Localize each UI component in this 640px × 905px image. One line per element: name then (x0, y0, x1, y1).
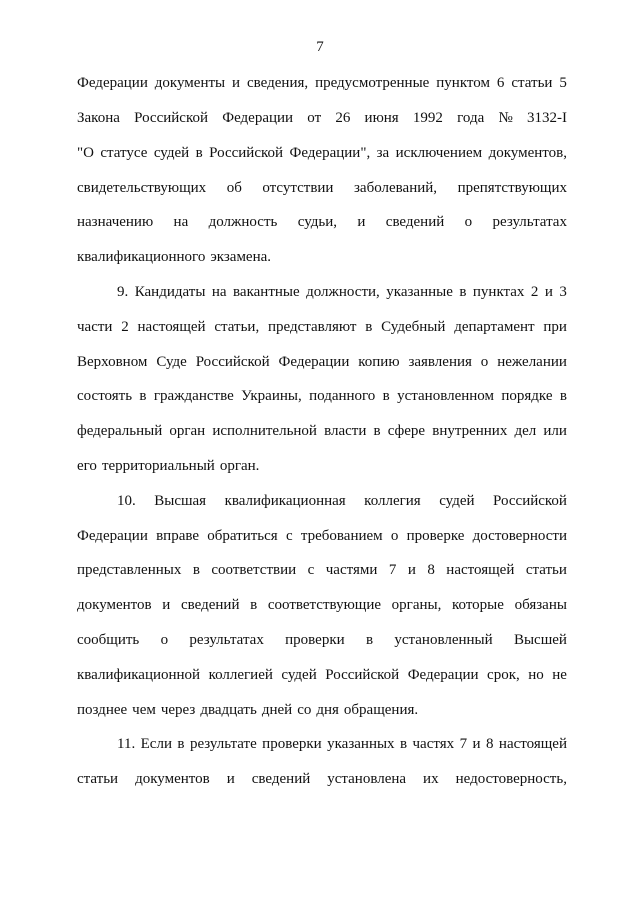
word: № (498, 110, 513, 126)
word: сообщить (77, 632, 140, 648)
word: гражданстве (153, 388, 234, 404)
word: в (177, 736, 185, 752)
word: установленный (394, 632, 493, 648)
word: и (407, 562, 416, 578)
word: отсутствии (262, 180, 334, 196)
word: соответствии (211, 562, 297, 578)
word: 11. (117, 736, 136, 752)
word: с (307, 562, 315, 578)
word: назначению (77, 214, 154, 230)
word: соответствующие (267, 597, 382, 613)
word: Высшей (513, 632, 567, 648)
word: в (459, 284, 467, 300)
word: Федерации (407, 667, 479, 683)
word: порядке (501, 388, 553, 404)
word: Верховном (77, 354, 148, 370)
word: "О (77, 145, 94, 161)
text-line (77, 352, 567, 372)
word: через (160, 702, 196, 718)
word: коллегия (364, 493, 421, 509)
word: не (552, 667, 567, 683)
word: 7 (459, 736, 468, 752)
word: исключением (395, 145, 483, 161)
word: или (543, 423, 567, 439)
word: дел (514, 423, 537, 439)
text-line (77, 665, 567, 685)
word: со (297, 702, 312, 718)
word: Если (140, 736, 172, 752)
word: пунктах (472, 284, 525, 300)
text-line (117, 491, 567, 511)
word: результате (189, 736, 257, 752)
word: документов, (488, 145, 567, 161)
text-line (117, 282, 567, 302)
word: их (423, 771, 439, 787)
word: вакантные (233, 284, 300, 300)
word: Высшая (154, 493, 207, 509)
word: 8 (427, 562, 435, 578)
word: в (139, 388, 147, 404)
word: части (77, 319, 113, 335)
word: Российской (493, 493, 567, 509)
word: органы, (391, 597, 442, 613)
word: и (226, 771, 235, 787)
word: орган (169, 423, 206, 439)
word: внутренних (432, 423, 508, 439)
word: предусмотренные (315, 75, 430, 91)
word: Российской (134, 110, 209, 126)
word: установлена (327, 771, 407, 787)
word: проверке (406, 528, 465, 544)
word: на (211, 284, 227, 300)
word: указанные (386, 284, 453, 300)
word: представленных (77, 562, 182, 578)
word: о (160, 632, 169, 648)
word: нежелании (497, 354, 567, 370)
word: в (192, 562, 200, 578)
text-line (77, 317, 567, 337)
word: Федерации (222, 110, 294, 126)
word: которые (452, 597, 504, 613)
word: квалификационная (224, 493, 346, 509)
word: сфере (387, 423, 426, 439)
word: двадцать (200, 702, 257, 718)
word: и (162, 597, 171, 613)
text-line (77, 595, 567, 615)
word: 10. (117, 493, 136, 509)
word: 6 (496, 75, 505, 91)
word: в (399, 736, 408, 752)
word: орган. (219, 458, 260, 474)
word: Федерации", (289, 145, 371, 161)
word: результатах (189, 632, 264, 648)
word: настоящей (446, 562, 515, 578)
word: территориальный (101, 458, 215, 474)
word: Закона (77, 110, 120, 126)
word: документов (135, 771, 210, 787)
word: Российской (195, 354, 270, 370)
text-line (77, 456, 567, 476)
text-line (77, 212, 567, 232)
word: но (528, 667, 544, 683)
text-line (77, 143, 567, 163)
word: о (480, 354, 489, 370)
word: исполнительной (212, 423, 317, 439)
text-line (77, 178, 567, 198)
word: вправе (156, 528, 200, 544)
word: обязаны (514, 597, 567, 613)
word: сведений (180, 597, 240, 613)
word: недостоверность, (455, 771, 567, 787)
word: должности, (306, 284, 380, 300)
word: и (232, 75, 241, 91)
word: Судебный (381, 319, 446, 335)
word: от (307, 110, 322, 126)
word: судьи, (297, 214, 337, 230)
word: копию (358, 354, 400, 370)
word: в (382, 388, 390, 404)
word: сведений (251, 771, 311, 787)
word: июня (364, 110, 399, 126)
word: пунктом (436, 75, 490, 91)
word: поданного (309, 388, 376, 404)
word: проверки (285, 632, 345, 648)
text-line (77, 700, 567, 720)
word: препятствующих (457, 180, 567, 196)
word: Российской (209, 145, 284, 161)
word: 7 (388, 562, 397, 578)
word: и (472, 736, 481, 752)
word: Федерации (77, 75, 148, 91)
word: частях (412, 736, 455, 752)
word: заболеваний, (354, 180, 438, 196)
word: коллегией (208, 667, 273, 683)
word: квалификационной (77, 667, 201, 683)
word: частями (325, 562, 378, 578)
word: Федерации (77, 528, 148, 544)
word: 2 (530, 284, 539, 300)
word: Федерации (278, 354, 350, 370)
word: 5 (559, 75, 567, 91)
text-line (77, 526, 567, 546)
text-line (77, 560, 567, 580)
text-line (77, 73, 567, 93)
word: обращения. (343, 702, 419, 718)
page-number: 7 (316, 39, 324, 55)
word: настоящей (498, 736, 567, 752)
word: состоять (77, 388, 133, 404)
word: дней (261, 702, 293, 718)
word: настоящей (137, 319, 206, 335)
word: в (559, 388, 567, 404)
word: документы (154, 75, 226, 91)
word: Российской (325, 667, 400, 683)
word: 3 (559, 284, 567, 300)
word: его (77, 458, 97, 474)
word: 1992 (412, 110, 443, 126)
word: и (544, 284, 553, 300)
word: обратиться (207, 528, 278, 544)
word: в (250, 597, 258, 613)
text-line (77, 108, 567, 128)
word: свидетельствующих (77, 180, 207, 196)
word: судей (153, 145, 190, 161)
word: статусе (100, 145, 148, 161)
word: 3132-I (526, 110, 567, 126)
word: за (376, 145, 390, 161)
word: Суде (156, 354, 187, 370)
text-line (77, 769, 567, 789)
word: с (285, 528, 293, 544)
text-line (77, 247, 567, 267)
word: и (357, 214, 366, 230)
word: достоверности (472, 528, 567, 544)
word: в (365, 319, 373, 335)
word: в (365, 632, 374, 648)
word: 9. (117, 284, 129, 300)
word: статьи, (214, 319, 260, 335)
word: должность (208, 214, 278, 230)
word: статьи (77, 771, 119, 787)
word: сведений (385, 214, 445, 230)
word: представляют (267, 319, 357, 335)
word: статьи (511, 75, 553, 91)
word: Украины, (241, 388, 302, 404)
word: власти (324, 423, 367, 439)
word: требованием (300, 528, 383, 544)
text-line (77, 386, 567, 406)
word: проверки (262, 736, 322, 752)
word: федеральный (77, 423, 163, 439)
word: сведения, (247, 75, 309, 91)
word: дня (316, 702, 339, 718)
word: статьи (525, 562, 567, 578)
word: судей (281, 667, 317, 683)
word: судей (439, 493, 475, 509)
word: срок, (487, 667, 520, 683)
word: результатах (492, 214, 567, 230)
word: Кандидаты (134, 284, 206, 300)
text-line (117, 734, 567, 754)
word: 2 (121, 319, 129, 335)
word: на (173, 214, 189, 230)
word: в (373, 423, 381, 439)
word: об (226, 180, 242, 196)
word: о (464, 214, 473, 230)
word: при (543, 319, 567, 335)
word: года (457, 110, 485, 126)
word: департамент (454, 319, 535, 335)
word: чем (132, 702, 156, 718)
text-line (77, 421, 567, 441)
word: позднее (77, 702, 128, 718)
word: 26 (335, 110, 351, 126)
word: экзамена. (210, 249, 272, 265)
word: о (390, 528, 399, 544)
text-line (77, 630, 567, 650)
word: в (195, 145, 203, 161)
word: установленном (397, 388, 494, 404)
word: документов (77, 597, 152, 613)
word: указанных (327, 736, 395, 752)
word: 8 (485, 736, 494, 752)
word: заявления (408, 354, 472, 370)
word: квалификационного (77, 249, 206, 265)
